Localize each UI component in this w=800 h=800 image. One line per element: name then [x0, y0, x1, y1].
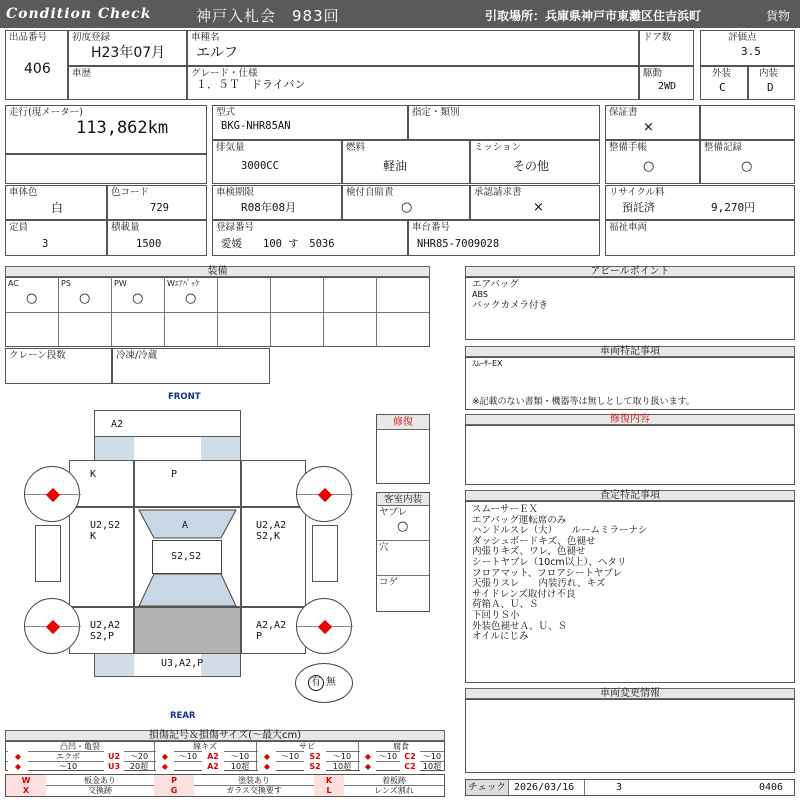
code-l: L — [314, 785, 344, 796]
load-value: 1500 — [136, 238, 162, 250]
load-box — [107, 220, 207, 256]
mileage-box — [5, 105, 207, 154]
inspector-note-line: スムーサーＥＸ — [472, 504, 539, 515]
legend-corrosion-diamond: ◆ — [360, 761, 376, 772]
approval-value: × — [533, 200, 544, 215]
mileage-value: 113,862km — [76, 118, 169, 138]
code-w-text: 板金あり — [84, 776, 116, 785]
first-reg-box — [68, 30, 187, 66]
appeal-line: バックカメラ付き — [472, 300, 549, 311]
inspector-note-line: 外装色褪せＡ、Ｕ、Ｓ — [472, 620, 568, 632]
warranty-label: 保証書 — [609, 107, 638, 118]
check-date: 2026/03/16 — [514, 782, 575, 793]
inspector-note-line: 天張りスレ 内装汚れ、キズ — [472, 578, 606, 590]
mark-roof: S2,S2 — [171, 551, 202, 562]
legend-rust-text: 〜10 — [280, 752, 300, 761]
diagram-front-bumper — [94, 410, 241, 437]
legend-grid — [5, 741, 445, 771]
displacement-value: 3000CC — [241, 160, 279, 172]
inspection-value: R08年08月 — [241, 201, 297, 214]
panel-right-front-door — [241, 507, 306, 607]
cabin-burn-label: コゲ — [379, 577, 399, 588]
legend-scratch-size: 10超 — [230, 762, 250, 771]
fuel-box — [342, 140, 470, 184]
recycle-status: 預託済 — [622, 201, 655, 214]
mark-windshield: A — [182, 520, 189, 531]
legend-corrosion-text: 〜10 — [378, 752, 398, 761]
model-label: 型式 — [216, 107, 236, 118]
load-label: 積載量 — [111, 222, 140, 233]
mark-front-left-fender: K — [90, 469, 97, 480]
legend-corrosion-code: C2 — [400, 761, 420, 772]
check-footer — [465, 779, 795, 796]
inspector-notes-box — [465, 501, 795, 683]
legend-title: 損傷記号＆損傷サイズ(〜最大cm) — [5, 730, 445, 741]
legend-dent-code: U2 — [104, 751, 124, 762]
cabin-box — [376, 492, 430, 612]
pickup-location: 引取場所：兵庫県神戸市東灘区住吉浜町 — [485, 9, 702, 23]
inspector-note-line: エアバッグ運転席のみ — [472, 514, 567, 526]
exterior-value: C — [719, 81, 726, 94]
special-notes-title: 車両特記事項 — [465, 346, 795, 357]
panel-left-front-door — [69, 507, 134, 607]
color-code-value: 729 — [150, 202, 169, 214]
drive-label: 駆動 — [643, 68, 663, 79]
legend-group-rust: サビ — [299, 742, 315, 751]
tire-rear-right — [296, 598, 352, 654]
transmission-value: その他 — [513, 159, 550, 173]
appeal-line: ABS — [472, 290, 488, 299]
color-code-label: 色コード — [111, 187, 150, 198]
code-w: W — [6, 775, 46, 786]
legend-scratch-diamond: ◆ — [156, 751, 174, 762]
tire-front-left — [24, 466, 80, 522]
crane-box — [5, 348, 112, 384]
chassis-value: NHR85-7009028 — [417, 238, 500, 250]
doors-box — [639, 30, 694, 66]
legend-corrosion-diamond: ◆ — [360, 751, 376, 762]
equip-wairbag-label: Wｴｱﾊﾞｯｸ — [167, 279, 199, 288]
legend-rust-size: 10超 — [332, 762, 352, 771]
legend-corrosion-size: 10超 — [422, 762, 442, 771]
vehicle-name: エルフ — [196, 45, 238, 61]
vehicle-change-title: 車両変更情報 — [465, 688, 795, 699]
transmission-box — [470, 140, 600, 184]
mark-left-front-door: U2,S2 K — [90, 520, 121, 542]
inspector-note-line: サイドレンズ取付け不良 — [472, 588, 576, 600]
inspector-notes-title: 査定特記事項 — [465, 490, 795, 501]
legend-scratch-code: A2 — [202, 761, 224, 772]
legend-group-dent: 凸凹・亀裂 — [60, 742, 100, 751]
welfare-box — [605, 220, 795, 256]
score-value: 3.5 — [741, 45, 761, 58]
doors-label: ドア数 — [643, 32, 672, 43]
color-code-box — [107, 185, 207, 220]
legend-dent-text: 〜10 — [58, 762, 78, 771]
warranty-box — [605, 105, 700, 140]
mark-front-bumper: A2 — [111, 419, 124, 430]
repair-content-title: 修復内容 — [465, 414, 795, 425]
inspector-note-line: ダッシュボードキズ、色褪せ — [472, 535, 596, 547]
equip-ac-value: ○ — [26, 291, 38, 306]
recycle-box — [605, 185, 795, 220]
tire-rear-left — [24, 598, 80, 654]
appeal-title: アピールポイント — [465, 266, 795, 277]
diagram-front-label: FRONT — [168, 392, 201, 402]
special-notes-line: ｽﾑｰｻｰEX — [472, 359, 503, 368]
name-box — [187, 30, 639, 66]
legend-rust-code: S2 — [304, 751, 326, 762]
drive-box — [639, 66, 694, 100]
code-p: P — [154, 775, 194, 786]
repair-side-title: 修復 — [377, 415, 429, 430]
reg-no-value: 愛媛 100 す 5036 — [221, 238, 335, 250]
fuel-value: 軽油 — [383, 159, 408, 173]
transmission-label: ミッション — [474, 142, 522, 153]
maint-record-value: ○ — [741, 159, 753, 174]
vehicle-category: 貨物 — [766, 9, 791, 23]
appeal-line: エアバッグ — [472, 279, 519, 290]
maint-book-box — [605, 140, 700, 184]
side-left-mirror — [35, 525, 61, 582]
legend-rust-code: S2 — [304, 761, 326, 772]
displacement-label: 排気量 — [216, 142, 245, 153]
mileage-extra-box — [5, 154, 207, 184]
check-lot: 0406 — [759, 782, 784, 793]
mark-rear-bumper: U3,A2,P — [161, 658, 204, 669]
code-g-text: ガラス交換要す — [226, 786, 282, 795]
legend-scratch-text: 〜10 — [178, 752, 198, 761]
warranty-extra-box — [700, 105, 795, 140]
mark-left-rear: U2,A2 S2,P — [90, 620, 121, 642]
appeal-box — [465, 277, 795, 340]
header-bar — [0, 0, 800, 28]
maint-book-label: 整備手帳 — [609, 142, 648, 153]
mileage-label: 走行(現メーター) — [9, 107, 83, 118]
equip-ac-label: AC — [8, 279, 19, 288]
approval-label: 承認請求書 — [474, 187, 522, 198]
chassis-label: 車台番号 — [412, 222, 451, 233]
interior-label: 内装 — [759, 68, 779, 79]
warranty-value: × — [643, 120, 654, 135]
panel-roof-center — [152, 540, 222, 574]
first-reg-label: 初度登録 — [72, 32, 111, 43]
code-k-text: 着板跡 — [382, 776, 406, 785]
fuel-label: 燃料 — [346, 142, 366, 153]
code-x-text: 交換跡 — [88, 786, 112, 795]
legend-scratch-diamond: ◆ — [156, 761, 174, 772]
inspector-note-line: 内張りキズ、ワレ、色褪せ — [472, 546, 586, 558]
cabin-tear-label: ヤブレ — [379, 507, 408, 518]
diagram-rear-label: REAR — [170, 711, 196, 721]
special-notes-box — [465, 357, 795, 410]
displacement-box — [212, 140, 342, 184]
drive-value: 2WD — [658, 81, 677, 92]
check-label: チェック — [466, 780, 508, 795]
auction-title: 神戸入札会 983回 — [196, 7, 340, 25]
code-g: G — [154, 785, 194, 796]
legend-group-scratch: 線キズ — [193, 742, 217, 751]
legend-scratch-code: A2 — [202, 751, 224, 762]
inspector-note-line: 下回りＳ小 — [472, 610, 520, 621]
inspector-note-line: オイルにじみ — [472, 631, 529, 643]
equip-ps-value: ○ — [79, 291, 91, 306]
vehicle-change-box — [465, 699, 795, 773]
recycle-fee: 9,270円 — [711, 201, 756, 214]
legend-group-corrosion: 腐食 — [393, 742, 409, 751]
inspector-note-line: ハンドルスレ（大） ルームミラーナシ — [472, 525, 648, 537]
maint-record-box — [700, 140, 795, 184]
score-box — [700, 30, 795, 66]
body-color-box — [5, 185, 107, 220]
equip-pw-label: PW — [114, 279, 127, 288]
cabin-title: 客室内装 — [377, 493, 429, 506]
tire-front-right — [296, 466, 352, 522]
inspector-note-line: 荷箱Ａ、Ｕ、Ｓ — [472, 599, 539, 611]
capacity-value: 3 — [42, 238, 49, 250]
approval-box — [470, 185, 600, 220]
maint-record-label: 整備記録 — [704, 142, 743, 153]
inspection-box — [212, 185, 342, 220]
exterior-label: 外装 — [712, 68, 732, 79]
interior-box — [748, 66, 795, 100]
capacity-label: 定員 — [9, 222, 29, 233]
spare-none: 無 — [326, 677, 336, 688]
mark-right-front-door: U2,A2 S2,K — [256, 520, 287, 542]
liability-box — [342, 185, 470, 220]
equip-ps-label: PS — [61, 279, 71, 288]
repair-content-box — [465, 425, 795, 485]
first-reg-value: H23年07月 — [91, 45, 166, 61]
equip-wairbag-value: ○ — [185, 291, 197, 306]
spare-yes: 有 — [308, 675, 324, 691]
legend-corrosion-code: C2 — [400, 751, 420, 762]
condition-check-title: Condition Check — [6, 6, 152, 22]
legend-dent-size: 〜20 — [129, 752, 149, 761]
code-k: K — [314, 775, 344, 786]
reg-no-box — [212, 220, 408, 256]
model-value: BKG-NHR85AN — [221, 120, 291, 132]
special-notes-disclaimer: ※記載のない書類・機器等は無しとして取り扱います。 — [472, 397, 695, 407]
body-color-value: 白 — [51, 201, 64, 215]
legend-scratch-size: 〜10 — [230, 752, 250, 761]
diagram-front-frame — [94, 436, 241, 460]
inspector-note-line: シートヤブレ（10cm以上）、ヘタリ — [472, 557, 627, 568]
exterior-box — [700, 66, 748, 100]
code-x: X — [6, 785, 46, 796]
cabin-tear-value: ○ — [397, 519, 409, 534]
grade-box — [187, 66, 639, 100]
name-label: 車種名 — [191, 32, 220, 43]
legend-dent-size: 20超 — [129, 762, 149, 771]
mark-hood: P — [171, 469, 178, 480]
diagram-rear-bumper — [94, 653, 241, 677]
mark-right-rear: A2,A2 P — [256, 620, 287, 642]
legend-codes — [5, 774, 445, 797]
grade-value: １．５Ｔ ドライバン — [196, 78, 306, 91]
equip-pw-value: ○ — [132, 291, 144, 306]
legend-rust-size: 〜10 — [332, 752, 352, 761]
panel-cargo-floor — [134, 607, 241, 654]
legend-corrosion-size: 〜10 — [422, 752, 442, 761]
panel-cabin-roof — [134, 507, 241, 607]
liability-value: ○ — [401, 200, 413, 215]
interior-value: D — [767, 81, 774, 94]
inspector-note-line: フロアマット、フロアシートヤブレ — [472, 567, 623, 579]
chassis-box — [408, 220, 600, 256]
side-right-mirror — [312, 525, 338, 582]
designation-label: 指定・類別 — [412, 107, 460, 118]
lot-number: 406 — [24, 61, 51, 77]
maint-book-value: ○ — [643, 159, 655, 174]
refrigeration-label: 冷凍/冷蔵 — [116, 350, 158, 361]
spare-tire — [295, 663, 353, 703]
liability-label: 検付自賠責 — [346, 187, 394, 198]
refrigeration-box — [112, 348, 270, 384]
equipment-title: 装備 — [5, 266, 430, 277]
lot-box — [5, 30, 68, 100]
lot-label: 出品番号 — [9, 32, 48, 43]
crane-label: クレーン段数 — [9, 350, 66, 361]
legend-rust-diamond: ◆ — [258, 761, 276, 772]
legend-dent-code: U3 — [104, 761, 124, 772]
equipment-grid — [5, 277, 430, 347]
score-label: 評価点 — [728, 32, 757, 43]
legend-dent-diamond: ◆ — [8, 751, 28, 762]
history-box — [68, 66, 187, 100]
designation-box — [408, 105, 600, 140]
history-label: 車歴 — [72, 68, 92, 79]
capacity-box — [5, 220, 107, 256]
check-num: 3 — [616, 782, 623, 793]
code-p-text: 塗装あり — [238, 776, 270, 785]
recycle-label: リサイクル料 — [609, 187, 665, 198]
cabin-hole-label: 穴 — [379, 542, 389, 553]
body-color-label: 車体色 — [9, 187, 38, 198]
model-box — [212, 105, 408, 140]
repair-side-box — [376, 414, 430, 484]
legend-dent-diamond: ◆ — [8, 761, 28, 772]
legend-dent-text: エクボ — [56, 752, 80, 761]
legend-rust-diamond: ◆ — [258, 751, 276, 762]
grade-label: グレード・仕様 — [191, 68, 258, 79]
reg-no-label: 登録番号 — [216, 222, 255, 233]
inspection-label: 車検期限 — [216, 187, 255, 198]
welfare-label: 福祉車両 — [609, 222, 648, 233]
panel-hood — [134, 460, 241, 507]
code-l-text: レンズ割れ — [374, 786, 414, 795]
